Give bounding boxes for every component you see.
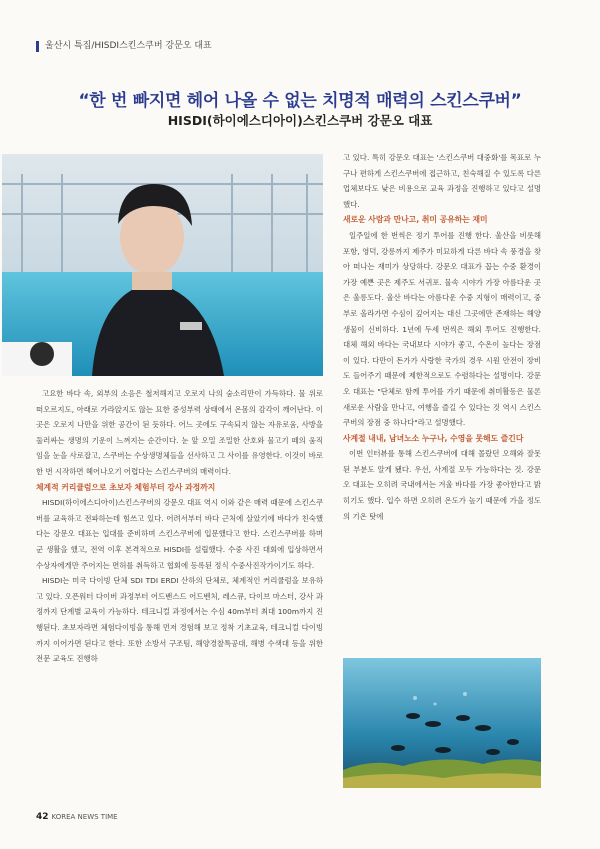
headline: “한 번 빠지면 헤어 나올 수 없는 치명적 매력의 스킨스쿠버”: [78, 91, 522, 111]
underwater-divers-photo: [343, 658, 541, 788]
page-footer: [36, 812, 118, 822]
body-paragraph: 고 있다. 특히 강문오 대표는 '스킨스쿠버 대중화'를 목표로 누구나 편하게 스킨스쿠버에 접근하고, 친숙해질 수 있도록 다른 업체보다도 낮은 비용으로 교육 과정을 진행하고 있다고 설명했다.: [343, 153, 541, 209]
subheadline: HISDI(하이에스디아이)스킨스쿠버 강문오 대표: [167, 113, 433, 128]
body-paragraph: HISDI는 미국 다이빙 단체 SDI TDI ERDI 산하의 단체로, 체계적인 커리큘럼을 보유하고 있다. 오픈워터 다이버 과정부터 어드밴스드 어드벤처, 레스큐, 다이브 마스터, 강사 과정까지 단계별 교육이 가능하다. 테크니컬 과정에서는 수심 40m부터 최대 100m까지 진행된다. 초보자라면 체험다이빙을 통해 먼저 경험해 보고 정착 기초교육, 테크니컬 다이빙까지 이어가면 된다고 한다. 또한 소방서 구조팀, 해양경찰특공대, 해병 수색대 등을 위한 전문 교육도 진행하: [36, 576, 323, 664]
section-kicker: 울산시 특집/HISDI스킨스쿠버 강문오 대표: [36, 41, 212, 52]
body-paragraph: 이번 인터뷰를 통해 스킨스쿠버에 대해 몰랐던 오해와 잘못된 부분도 알게 됐다. 우선, 사계절 모두 가능하다는 것. 강문오 대표는 오히려 국내에서는 겨울 바다를 가장 좋아한다고 밝히기도 했다. 입수 하면 오히려 온도가 높기 때문에 가을 정도의 기온 탓에: [343, 449, 541, 521]
section-heading: 체계적 커리큘럼으로 초보자 체험부터 강사 과정까지: [36, 482, 216, 492]
intro-paragraph: 고요한 바다 속, 외부의 소음은 철저해지고 오로지 나의 숨소리만이 가득하다. 물 위로 떠오르지도, 아래로 가라앉지도 않는 묘한 중성부력 상태에서 온몸의 감각이 깨어난다. 이곳은 오로지 나만을 위한 공간이 된 듯하다. 어느 곳에도 구속되지 않는 자유로움, 사방을 둘러싸는 생명의 기운이 느껴지는 순간이다. 눈 앞 오밀 조밀한 산호와 물고기 떼의 움직임을 눈을 사로잡고, 스쿠버는 수상생명체들을 선사하고 그 사이를 유영한다. 이것이 바로 한 번 시작하면 헤어나오기 어렵다는 스킨스쿠버의 매력이다.: [36, 389, 323, 476]
article-left-column: [36, 386, 323, 667]
body-paragraph: 일주일에 한 번씩은 정기 투어를 진행 한다. 울산을 비롯해 포항, 영덕, 강릉까지 제주가 미묘하게 다른 바다 속 풍경을 찾아 떠나는 재미가 상당하다. 강문오 대표가 꼽는 수중 환경이 가장 예쁜 곳은 제주도 서귀포. 물속 시야가 가장 아름다운 곳은 울릉도다. 울산 바다는 아름다운 수중 지형이 매력이고, 중부로 올라가면 수심이 깊어지는 대신 그곳에만 존재하는 해양 생물이 신비하다. 1년에 두세 번씩은 해외 투어도 진행한다. 대체 해외 바다는 국내보다 시야가 좋고, 수온이 높다는 장점이 있다. 다만이 돈가가 사랑한 국가의 경우 시원 안전이 장비도 들어주기 때문에 제한적으로도 수렴하다는 설명이다. 강문오 대표는 "단체로 함께 투어를 가기 때문에 취미활동은 물론 새로운 사람을 만나고, 여행을 즐길 수 있다는 것 역시 스킨스쿠버의 장점 중 하나다"라고 설명했다.: [343, 230, 541, 428]
section-heading: 새로운 사람과 만나고, 취미 공유하는 재미: [343, 215, 488, 225]
magazine-name: KOREA NEWS TIME: [51, 813, 118, 821]
article-right-column: [343, 150, 541, 524]
diver-portrait-photo: [2, 154, 323, 376]
section-heading: 사계절 내내, 남녀노소 누구나, 수영을 못해도 즐긴다: [343, 433, 524, 443]
page-number: 42: [36, 812, 49, 822]
body-paragraph: HISDI(하이에스디아이)스킨스쿠버의 강문오 대표 역시 이와 같은 매력 때문에 스킨스쿠버를 교육하고 전파하는데 힘쓰고 있다. 어려서부터 바다 근처에 살았기에 바다가 친숙했다는 강문오 대표는 입대를 준비하며 스킨스쿠버에 입문했다고 한다. 스킨스쿠버를 하며 군 생활을 했고, 전역 이후 본격적으로 HISDI를 설립했다. 수중 사진 대회에 입상하면서 수상자에게만 주어지는 면허를 취득하고 협회에 등록된 정식 수중사진작가이기도 하다.: [36, 498, 323, 570]
